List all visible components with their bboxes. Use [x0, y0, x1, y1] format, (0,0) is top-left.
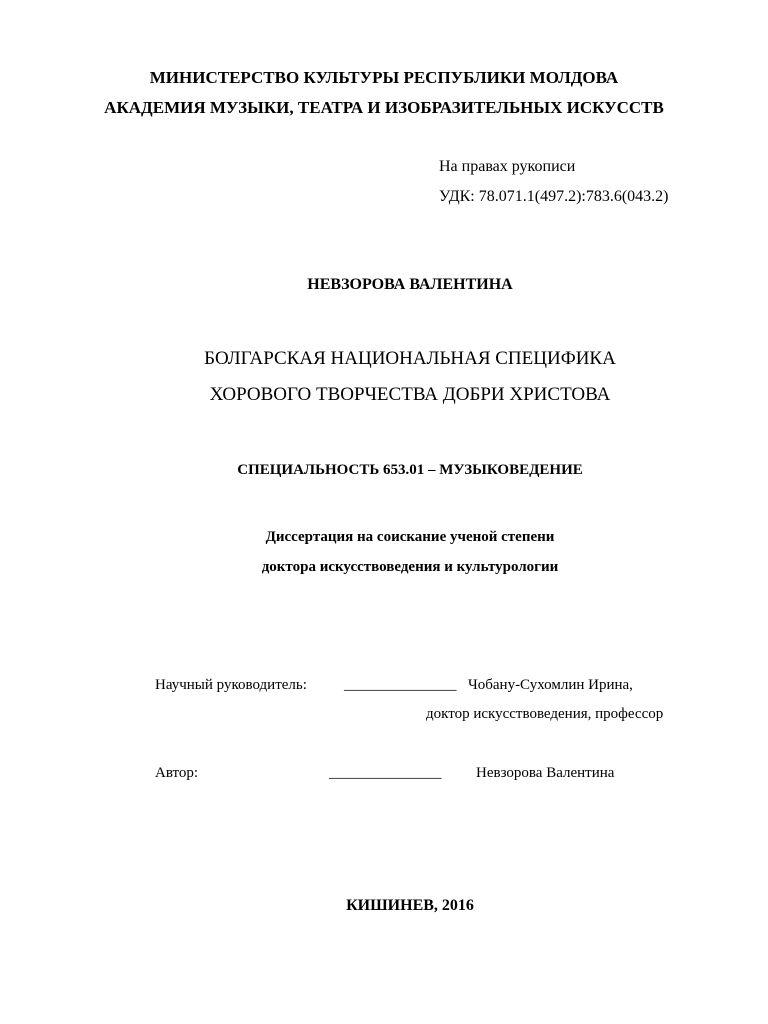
- dissertation-title-line1: БОЛГАРСКАЯ НАЦИОНАЛЬНАЯ СПЕЦИФИКА: [204, 348, 616, 369]
- author-signature-line: _______________: [329, 765, 442, 781]
- manuscript-rights: На правах рукописи: [439, 158, 576, 175]
- dissertation-title-line2: ХОРОВОГО ТВОРЧЕСТВА ДОБРИ ХРИСТОВА: [209, 384, 611, 405]
- author-name-heading: НЕВЗОРОВА ВАЛЕНТИНА: [307, 276, 513, 293]
- author-signature-name: Невзорова Валентина: [476, 765, 615, 781]
- author-label: Автор:: [155, 765, 199, 781]
- academy-heading: АКАДЕМИЯ МУЗЫКИ, ТЕАТРА И ИЗОБРАЗИТЕЛЬНЫХ ИСКУССТВ: [104, 98, 664, 117]
- supervisor-degree: доктор искусствоведения, профессор: [426, 706, 664, 722]
- supervisor-signature-line: _______________: [344, 677, 457, 693]
- specialty-line: СПЕЦИАЛЬНОСТЬ 653.01 – МУЗЫКОВЕДЕНИЕ: [237, 462, 583, 478]
- city-year: КИШИНЕВ, 2016: [346, 897, 474, 914]
- dissertation-purpose-line1: Диссертация на соискание ученой степени: [265, 529, 555, 545]
- supervisor-name: Чобану-Сухомлин Ирина,: [468, 677, 633, 693]
- ministry-heading: МИНИСТЕРСТВО КУЛЬТУРЫ РЕСПУБЛИКИ МОЛДОВА: [149, 68, 619, 87]
- udk-code: УДК: 78.071.1(497.2):783.6(043.2): [439, 188, 669, 205]
- supervisor-label: Научный руководитель:: [155, 677, 307, 693]
- dissertation-purpose-line2: доктора искусствоведения и культурологии: [261, 559, 559, 575]
